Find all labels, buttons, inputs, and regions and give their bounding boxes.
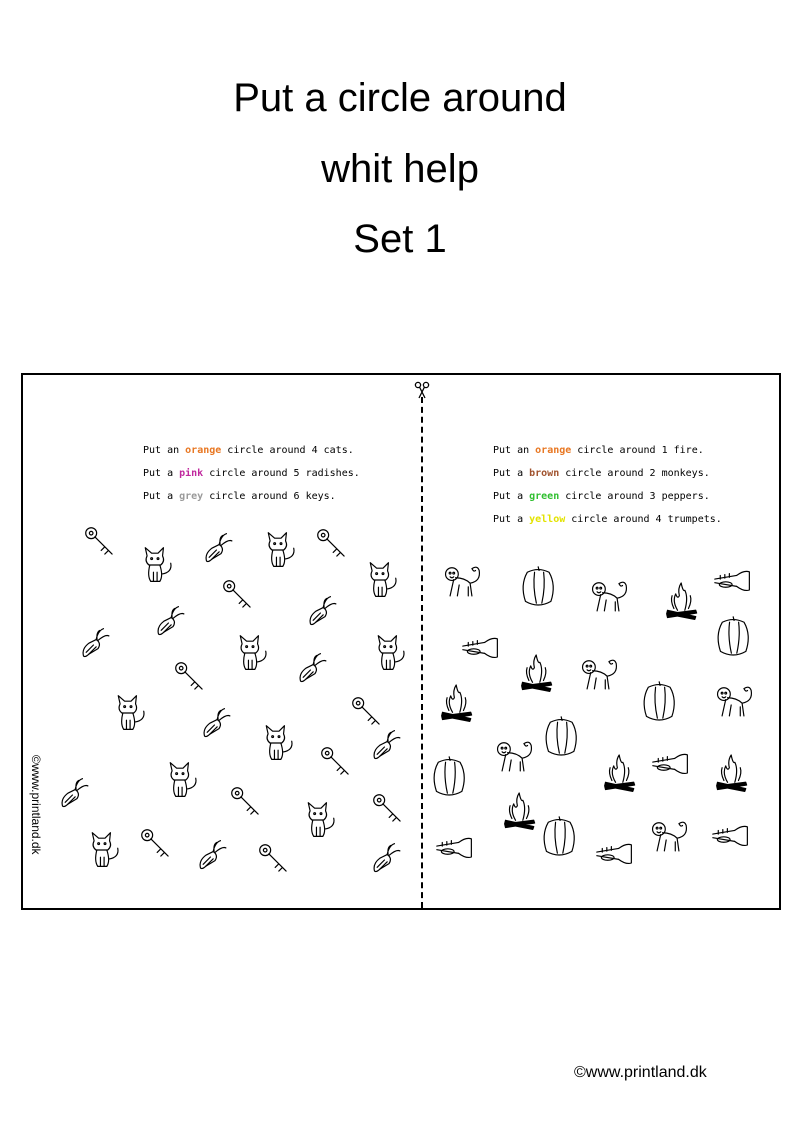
cat-icon	[259, 723, 299, 763]
pepper-icon	[641, 680, 681, 720]
trumpet-icon	[461, 637, 501, 677]
fire-icon	[601, 755, 641, 795]
trumpet-icon	[651, 753, 691, 793]
monkey-icon	[493, 740, 533, 780]
cat-icon	[261, 530, 301, 570]
monkey-icon	[588, 580, 628, 620]
key-icon	[229, 785, 269, 825]
radish-icon	[369, 840, 409, 880]
cat-icon	[363, 560, 403, 600]
radish-icon	[78, 625, 118, 665]
pepper-icon	[541, 815, 581, 855]
radish-icon	[369, 727, 409, 767]
monkey-icon	[578, 658, 618, 698]
pepper-icon	[431, 755, 471, 795]
radish-icon	[57, 775, 97, 815]
fire-icon	[663, 583, 703, 623]
radish-icon	[199, 705, 239, 745]
radish-icon	[195, 837, 235, 877]
trumpet-icon	[595, 843, 635, 883]
cat-icon	[301, 800, 341, 840]
cat-icon	[163, 760, 203, 800]
monkey-icon	[648, 820, 688, 860]
pepper-icon	[543, 715, 583, 755]
title-line-2: whit help	[321, 147, 479, 191]
title-line-3: Set 1	[353, 217, 447, 261]
right-instruction-4: Put a yellow circle around 4 trumpets.	[493, 514, 722, 525]
trumpet-icon	[435, 837, 475, 877]
monkey-icon	[441, 565, 481, 605]
left-instruction-3: Put a grey circle around 6 keys.	[143, 491, 336, 502]
radish-icon	[305, 593, 345, 633]
title-line-1: Put a circle around	[233, 76, 567, 120]
cat-icon	[233, 633, 273, 673]
key-icon	[221, 578, 261, 618]
key-icon	[257, 842, 297, 882]
cat-icon	[138, 545, 178, 585]
key-icon	[371, 792, 411, 832]
right-instruction-1: Put an orange circle around 1 fire.	[493, 445, 704, 456]
trumpet-icon	[713, 570, 753, 610]
radish-icon	[295, 650, 335, 690]
cat-icon	[85, 830, 125, 870]
worksheet-card	[21, 373, 781, 910]
footer-copyright: ©www.printland.dk	[574, 1064, 707, 1081]
fire-icon	[438, 685, 478, 725]
key-icon	[139, 827, 179, 867]
key-icon	[319, 745, 359, 785]
side-copyright: ©www.printland.dk	[29, 755, 43, 855]
fire-icon	[713, 755, 753, 795]
left-instruction-1: Put an orange circle around 4 cats.	[143, 445, 354, 456]
key-icon	[173, 660, 213, 700]
radish-icon	[153, 603, 193, 643]
key-icon	[315, 527, 355, 567]
pepper-icon	[715, 615, 755, 655]
cat-icon	[371, 633, 411, 673]
cat-icon	[111, 693, 151, 733]
pepper-icon	[520, 565, 560, 605]
left-instruction-2: Put a pink circle around 5 radishes.	[143, 468, 360, 479]
fire-icon	[501, 793, 541, 833]
key-icon	[83, 525, 123, 565]
monkey-icon	[713, 685, 753, 725]
right-instruction-3: Put a green circle around 3 peppers.	[493, 491, 710, 502]
radish-icon	[201, 530, 241, 570]
right-instruction-2: Put a brown circle around 2 monkeys.	[493, 468, 710, 479]
fire-icon	[518, 655, 558, 695]
trumpet-icon	[711, 825, 751, 865]
cut-line	[421, 397, 423, 908]
